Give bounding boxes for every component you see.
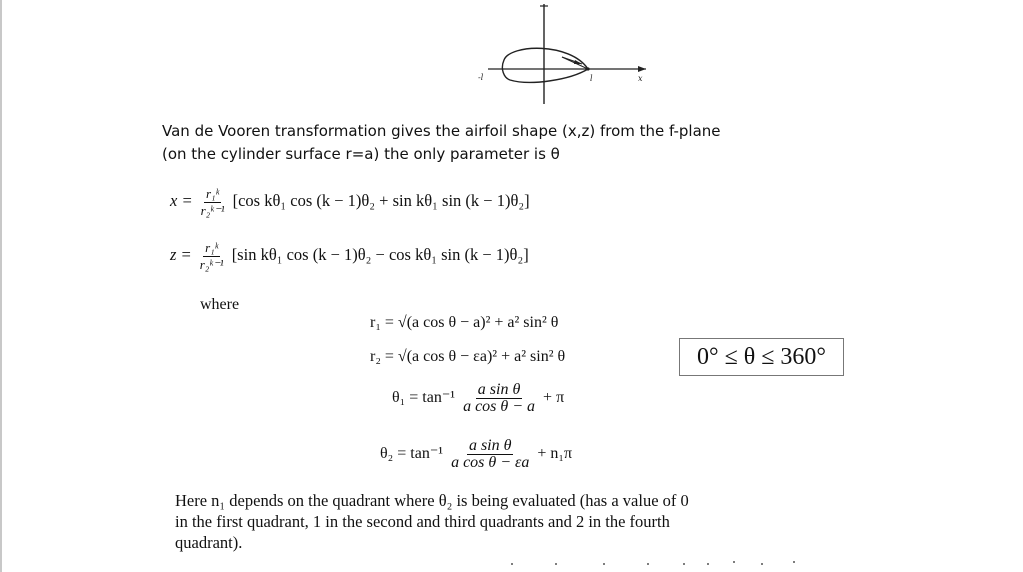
- equation-z-denominator: r₂ᵏ⁻¹: [199, 257, 224, 272]
- dot: [761, 563, 763, 565]
- equation-theta2-numerator: a sin θ: [468, 437, 512, 454]
- equation-theta1-rhs: + π: [543, 389, 565, 407]
- x-axis-arrow: [638, 66, 646, 72]
- equation-theta1-fraction: [461, 382, 537, 415]
- intro-line-2: (on the cylinder surface r=a) the only parameter is θ: [162, 145, 560, 163]
- dot: [683, 563, 685, 565]
- airfoil-diagram: [470, 2, 670, 106]
- slide-edge: [0, 0, 2, 572]
- equation-z-fraction: [198, 240, 226, 273]
- theta-range-box: 0° ≤ θ ≤ 360°: [679, 338, 844, 376]
- dot: [793, 561, 795, 563]
- note-line-1: Here n₁ depends on the quadrant where θ₂ is being evaluated (has a value of 0: [175, 491, 689, 510]
- intro-text: [162, 120, 721, 166]
- airfoil-outline: [502, 48, 588, 82]
- dot: [707, 563, 709, 565]
- intro-line-1: Van de Vooren transformation gives the airfoil shape (x,z) from the f-plane: [162, 122, 721, 140]
- where-label: where: [200, 296, 240, 313]
- label-minus-l: -l: [478, 73, 484, 82]
- equation-theta1-numerator: a sin θ: [477, 381, 521, 398]
- dot: [603, 563, 605, 565]
- equation-r2: r₂ = √(a cos θ − εa)² + a² sin² θ: [370, 348, 566, 365]
- equation-theta2-fraction: [449, 438, 531, 471]
- equation-theta2: [380, 438, 572, 471]
- dot: [647, 563, 649, 565]
- equation-theta1: [392, 382, 564, 415]
- quadrant-note: [175, 490, 835, 553]
- note-line-2: in the first quadrant, 1 in the second and third quadrants and 2 in the fourth: [175, 512, 670, 531]
- equation-z: [170, 240, 529, 273]
- equation-theta2-denominator: a cos θ − εa: [451, 454, 530, 471]
- equation-x-rhs: [cos kθ₁ cos (k − 1)θ₂ + sin kθ₁ sin (k − 1)θ₂]: [232, 191, 530, 211]
- equation-x-numerator: r₁ᵏ: [205, 186, 220, 201]
- equation-theta1-denominator: a cos θ − a: [463, 398, 536, 415]
- equation-x-fraction: [199, 186, 227, 219]
- equation-theta1-lhs: θ₁ = tan⁻¹: [392, 389, 456, 407]
- bottom-dots: [508, 556, 818, 568]
- equation-theta2-lhs: θ₂ = tan⁻¹: [380, 445, 444, 463]
- dot: [511, 563, 513, 565]
- dot: [733, 561, 735, 563]
- equation-x: [170, 186, 530, 219]
- equation-z-rhs: [sin kθ₁ cos (k − 1)θ₂ − cos kθ₁ sin (k − 1)θ₂]: [231, 245, 529, 265]
- equation-z-lhs: z =: [170, 245, 192, 265]
- trailing-edge-point: [586, 67, 589, 70]
- equation-x-lhs: x =: [170, 191, 193, 211]
- label-x: x: [638, 74, 643, 83]
- label-l: l: [590, 74, 593, 83]
- equation-theta2-rhs: + n₁π: [537, 445, 573, 463]
- airfoil-figure: [470, 2, 670, 106]
- equation-x-denominator: r₂ᵏ⁻¹: [200, 203, 225, 218]
- equation-z-numerator: r₁ᵏ: [205, 240, 219, 255]
- equation-r1: r₁ = √(a cos θ − a)² + a² sin² θ: [370, 314, 559, 331]
- note-line-3: quadrant).: [175, 533, 243, 552]
- dot: [555, 563, 557, 565]
